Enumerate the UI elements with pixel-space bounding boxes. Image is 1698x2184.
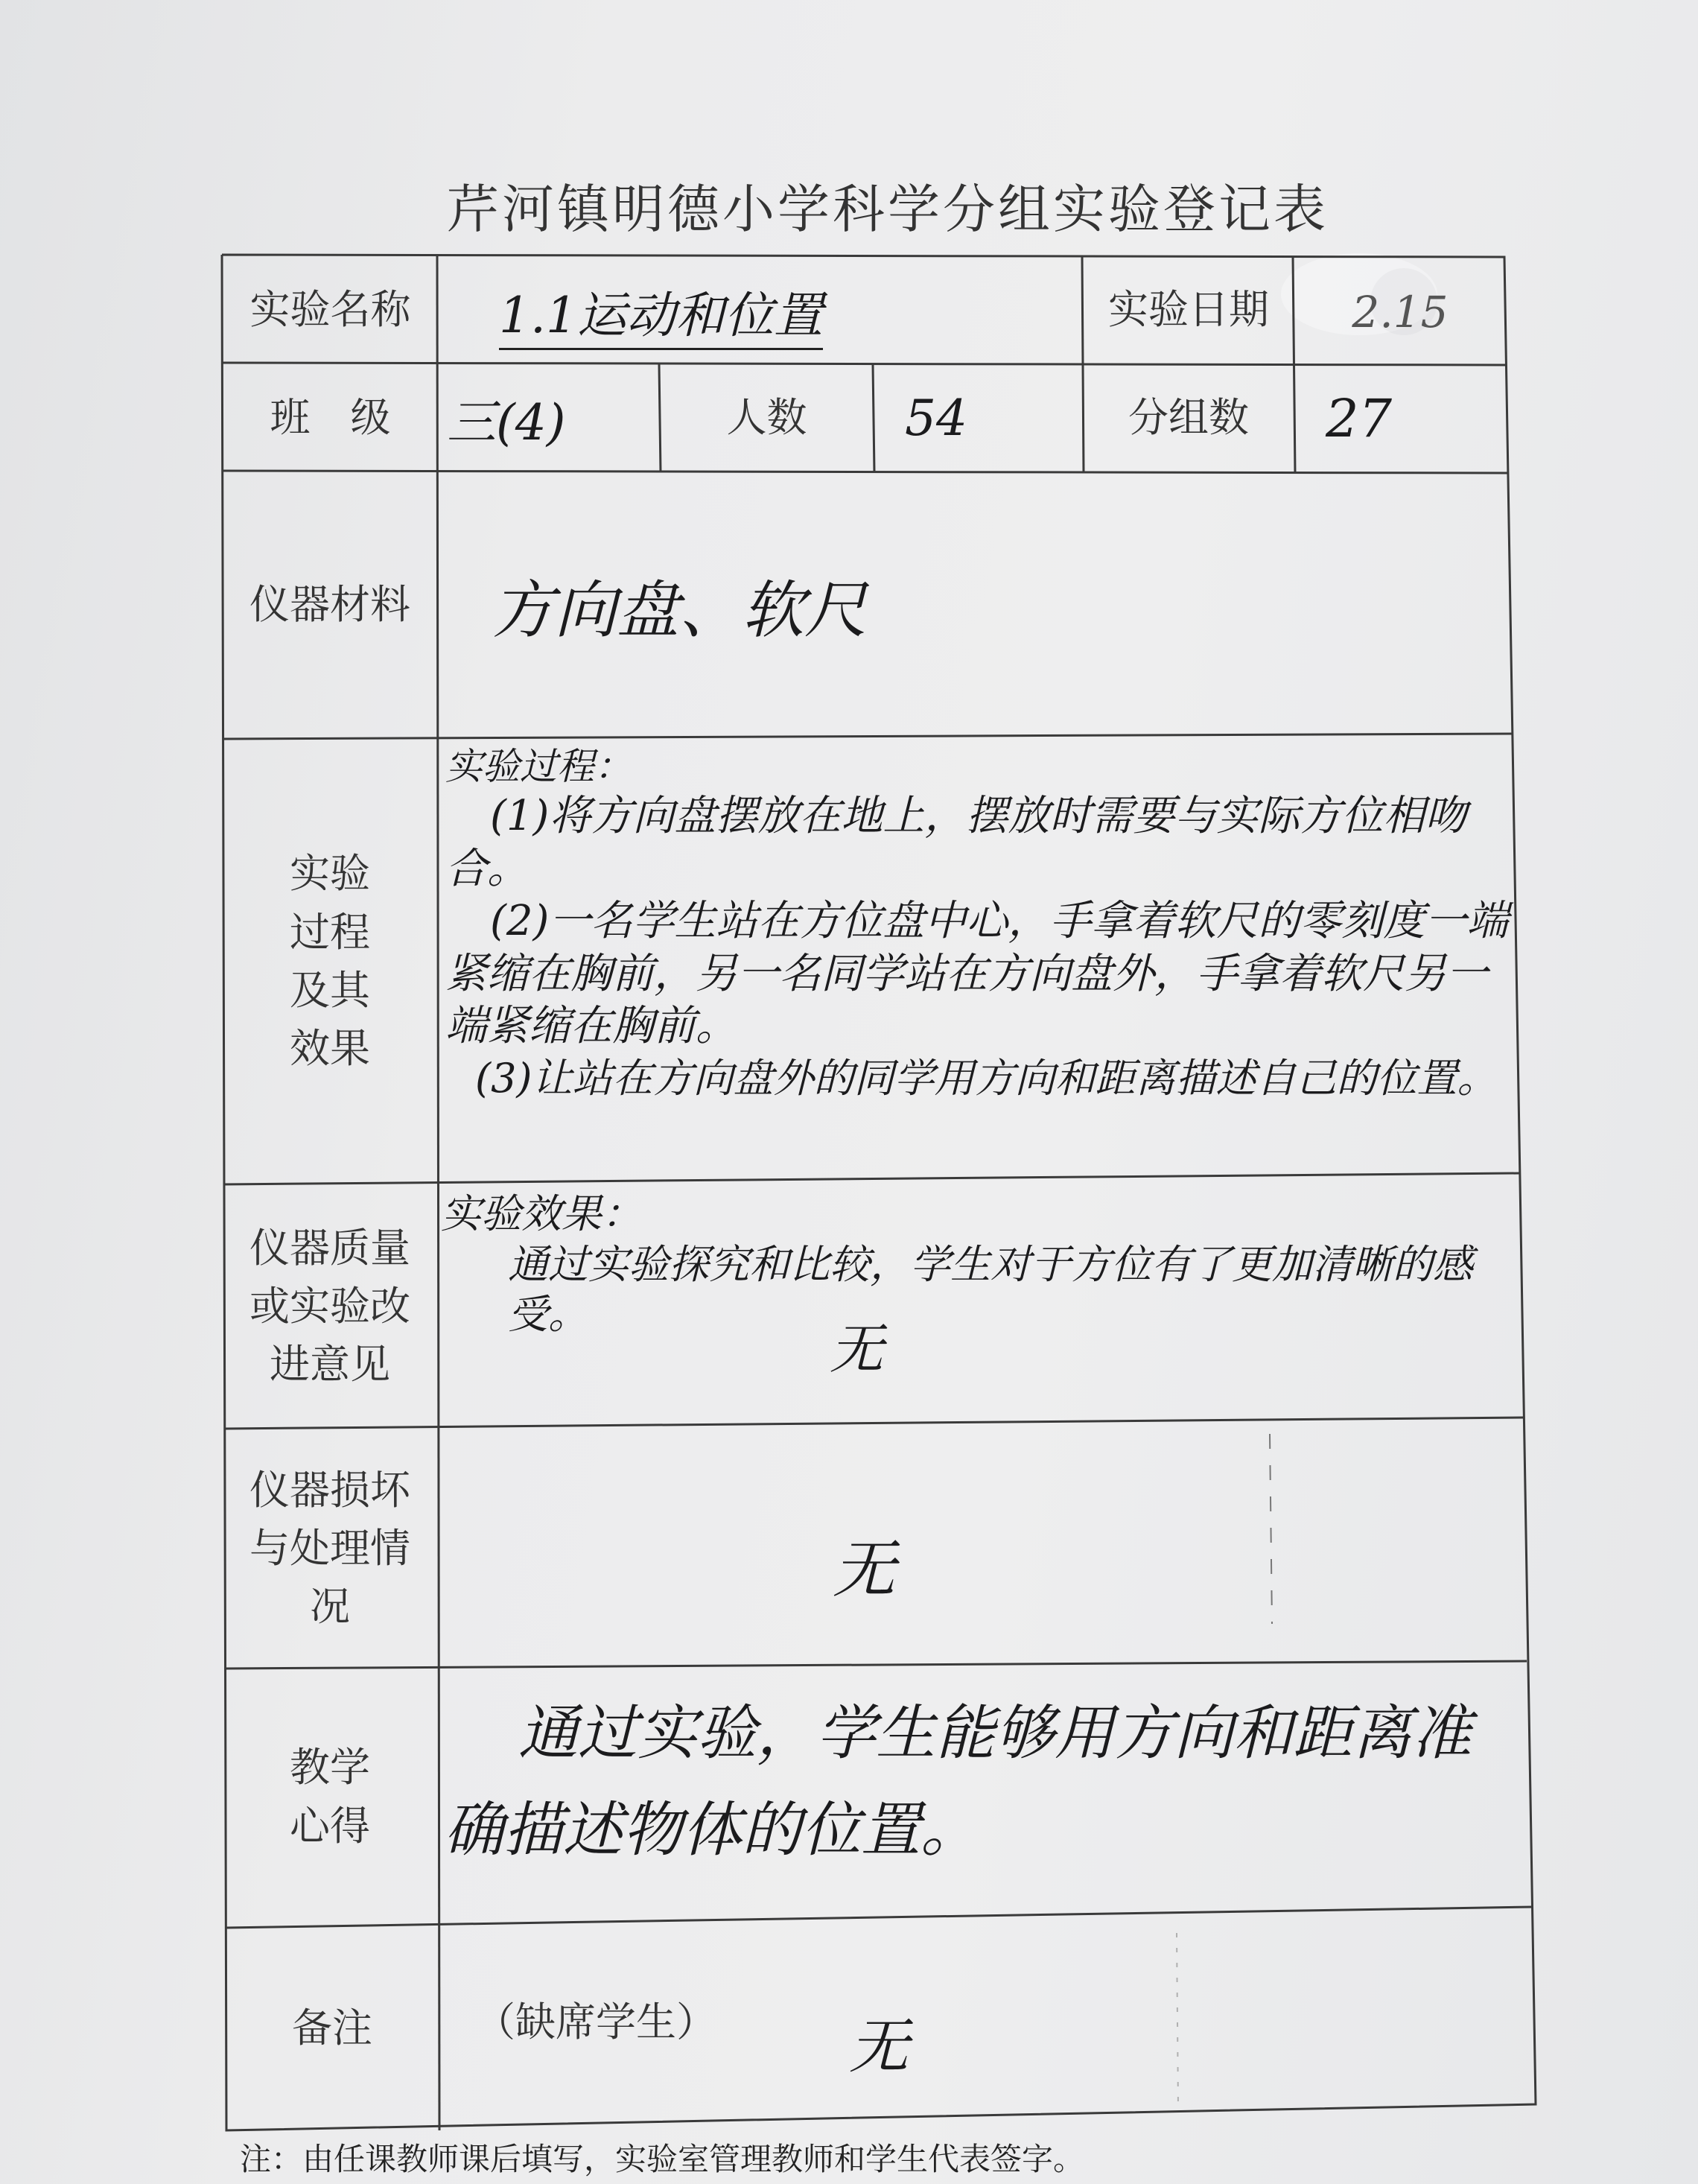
student-count-value: 54 xyxy=(905,390,967,447)
form-title: 芹河镇明德小学科学分组实验登记表 xyxy=(447,179,1329,240)
experiment-date-label: 实验日期 xyxy=(1108,286,1269,334)
group-count-label: 分组数 xyxy=(1128,394,1249,442)
group-count-value: 27 xyxy=(1326,387,1393,449)
pencil-mark xyxy=(1177,1933,1178,2108)
process-step: (2)一名学生站在方位盘中心，手拿着软尺的零刻度一端紧缩在胸前，另一名同学站在方向盘外，手拿着软尺另一端紧缩在胸前。 xyxy=(445,897,1509,1051)
reflection-value: 通过实验，学生能够用方向和距离准确描述物体的位置。 xyxy=(444,1698,1472,1864)
materials-label: 仪器材料 xyxy=(249,581,410,629)
process-heading: 实验过程： xyxy=(445,745,632,788)
effect-heading: 实验效果： xyxy=(441,1190,642,1237)
reflection-label: 教学心得 xyxy=(290,1744,370,1850)
experiment-name-label: 实验名称 xyxy=(249,286,411,334)
damage-value: 无 xyxy=(832,1532,895,1606)
experiment-name-value: 1.1运动和位置 xyxy=(447,264,1082,361)
experiment-date-value: 2.15 xyxy=(1352,287,1449,337)
class-label: 班 级 xyxy=(270,394,391,442)
remarks-label: 备注 xyxy=(292,2004,372,2051)
process-step: (1)将方向盘摆放在地上，摆放时需要与实际方位相吻合。 xyxy=(445,792,1467,893)
footer-note: 注：由任课教师课后填写，实验室管理教师和学生代表签字。 xyxy=(240,2141,1085,2177)
process-label: 实验过程及其效果 xyxy=(290,850,370,1073)
effect-content xyxy=(441,1189,1528,1340)
student-count-label: 人数 xyxy=(726,394,807,442)
class-value: 三(4) xyxy=(447,394,566,451)
absent-students-label: （缺席学生） xyxy=(475,1998,716,2045)
absent-students-value: 无 xyxy=(849,2011,909,2081)
effect-text: 通过实验探究和比较，学生对于方位有了更加清晰的感受。 xyxy=(508,1240,1473,1338)
column-divider xyxy=(873,364,874,472)
pencil-mark xyxy=(1270,1434,1272,1624)
damage-label: 仪器损坏与处理情况 xyxy=(249,1466,410,1631)
quality-label: 仪器质量或实验改进意见 xyxy=(249,1224,410,1388)
materials-value: 方向盘、软尺 xyxy=(492,574,868,647)
quality-value: 无 xyxy=(829,1318,883,1380)
process-content xyxy=(445,743,1518,1175)
process-step: (3)让站在方向盘外的同学用方向和距离描述自己的位置。 xyxy=(475,1054,1498,1102)
